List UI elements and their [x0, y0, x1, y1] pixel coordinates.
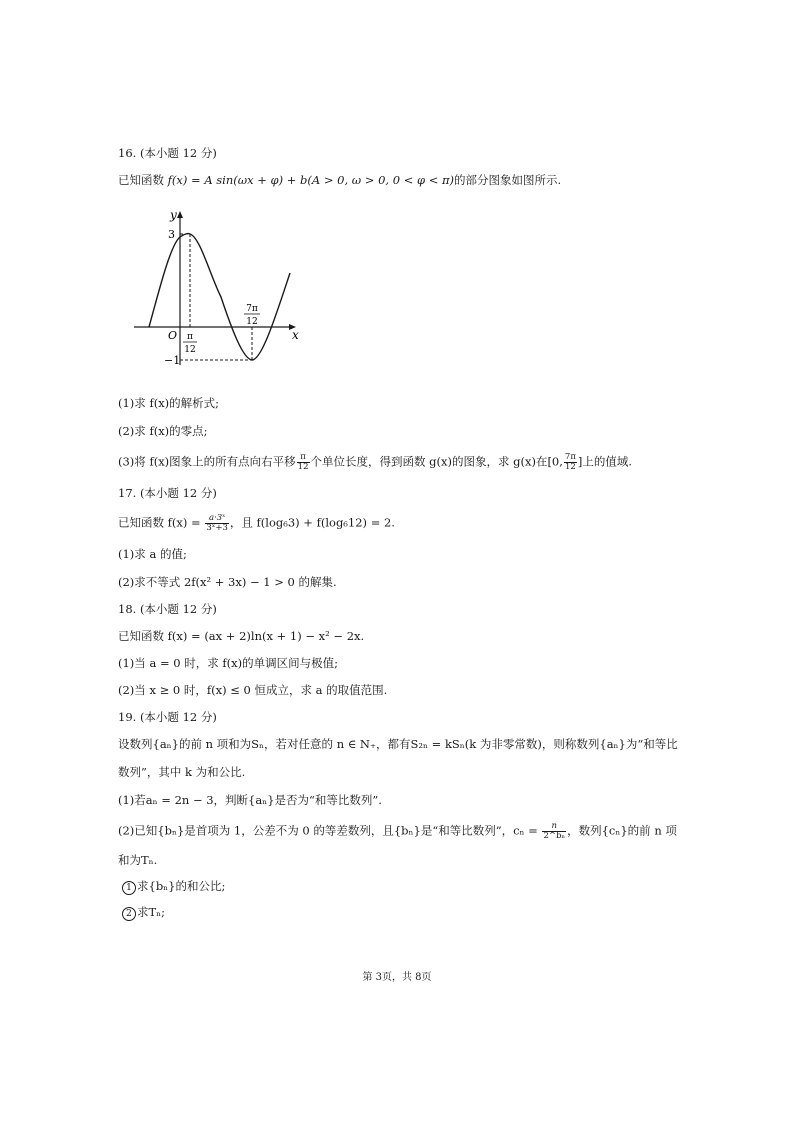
x2-den-label: 12: [246, 317, 258, 327]
frac-num: 7π: [564, 452, 576, 462]
frac-den: 3ˣ+3: [206, 523, 228, 533]
frac-den: 12: [565, 462, 576, 472]
q19-part2: [118, 822, 677, 841]
q16-stem: [118, 172, 561, 188]
frac-num: π: [297, 453, 310, 463]
origin-label: O: [168, 329, 178, 342]
q16-header: 16. (本小题 12 分): [118, 146, 217, 160]
q19-sub1-text: 求{bₙ}的和公比;: [137, 879, 226, 893]
frac-num: n: [542, 822, 566, 832]
q17-stem: [118, 514, 395, 533]
y-min-label: −1: [164, 354, 181, 367]
q19-part2-a: (2)已知{bₙ}是首项为 1，公差不为 0 的等差数列，且{bₙ}是“和等比数列”，cₙ =: [118, 823, 542, 838]
y-axis-label: y: [170, 208, 177, 222]
q19-sub2-text: 求Tₙ;: [137, 905, 166, 919]
x-axis-label: x: [292, 328, 299, 342]
y-max-label: 3: [168, 228, 175, 241]
q16-part3-frac2: [564, 453, 577, 472]
circled-number-icon: 2: [122, 907, 136, 921]
q17-part1: (1)求 a 的值;: [118, 547, 187, 561]
q16-part3-a: (3)将 f(x)图象上的所有点向右平移: [118, 454, 296, 469]
q16-function-graph: [128, 205, 308, 370]
q19-part2-b: ，数列{cₙ}的前 n 项: [567, 823, 677, 838]
q18-header: 18. (本小题 12 分): [118, 602, 217, 616]
q16-func: f(x) = A sin(ωx + φ) + b(A > 0, ω > 0, 0 < φ < π): [167, 173, 455, 187]
q18-part1: (1)当 a = 0 时，求 f(x)的单调区间与极值;: [118, 656, 338, 670]
q19-sub2: [122, 904, 165, 921]
q17-stem-b: ，且 f(log₆3) + f(log₆12) = 2.: [229, 515, 395, 530]
frac-den: 2^bₙ: [543, 831, 566, 841]
q19-header: 19. (本小题 12 分): [118, 710, 217, 724]
q17-part2: (2)求不等式 2f(x² + 3x) − 1 > 0 的解集.: [118, 575, 337, 589]
q19-sub1: [122, 878, 225, 895]
q16-part3-c: ]上的值域.: [577, 454, 633, 469]
q19-stem-line1: 设数列{aₙ}的前 n 项和为Sₙ，若对任意的 n ∈ N₊，都有S₂ₙ = kSₙ(k 为非零常数)，则称数列{aₙ}为“和等比: [118, 737, 678, 751]
q19-part2-cont: 和为Tₙ.: [118, 853, 158, 867]
q16-stem-post: 的部分图象如图所示.: [454, 173, 562, 187]
circled-number-icon: 1: [122, 881, 136, 895]
q16-part2: (2)求 f(x)的零点;: [118, 424, 208, 438]
q17-header: 17. (本小题 12 分): [118, 486, 217, 500]
q18-part2: (2)当 x ≥ 0 时，f(x) ≤ 0 恒成立，求 a 的取值范围.: [118, 683, 388, 697]
q19-frac: [542, 822, 566, 841]
q19-part1: (1)若aₙ = 2n − 3，判断{aₙ}是否为“和等比数列”.: [118, 793, 382, 807]
q16-part3-b: 个单位长度，得到函数 g(x)的图象，求 g(x)在[0,: [310, 454, 563, 469]
y-axis-arrow: [177, 211, 183, 218]
frac-den: 12: [297, 462, 309, 472]
q17-stem-a: 已知函数 f(x) =: [118, 515, 205, 530]
q19-stem-line2: 数列”，其中 k 为和公比.: [118, 765, 246, 779]
q16-part3-frac1: [297, 453, 310, 472]
q17-frac: [205, 514, 229, 533]
page-footer: 第 3页，共 8页: [362, 972, 432, 983]
q16-stem-pre: 已知函数: [118, 173, 168, 187]
q18-stem: 已知函数 f(x) = (ax + 2)ln(x + 1) − x² − 2x.: [118, 629, 365, 643]
q16-part1: (1)求 f(x)的解析式;: [118, 396, 220, 410]
q16-part3: [118, 453, 632, 472]
x1-den-label: 12: [184, 345, 196, 355]
frac-num: a·3ˣ: [205, 514, 229, 524]
x1-num-label: π: [187, 332, 193, 342]
x2-num-label: 7π: [246, 304, 258, 314]
